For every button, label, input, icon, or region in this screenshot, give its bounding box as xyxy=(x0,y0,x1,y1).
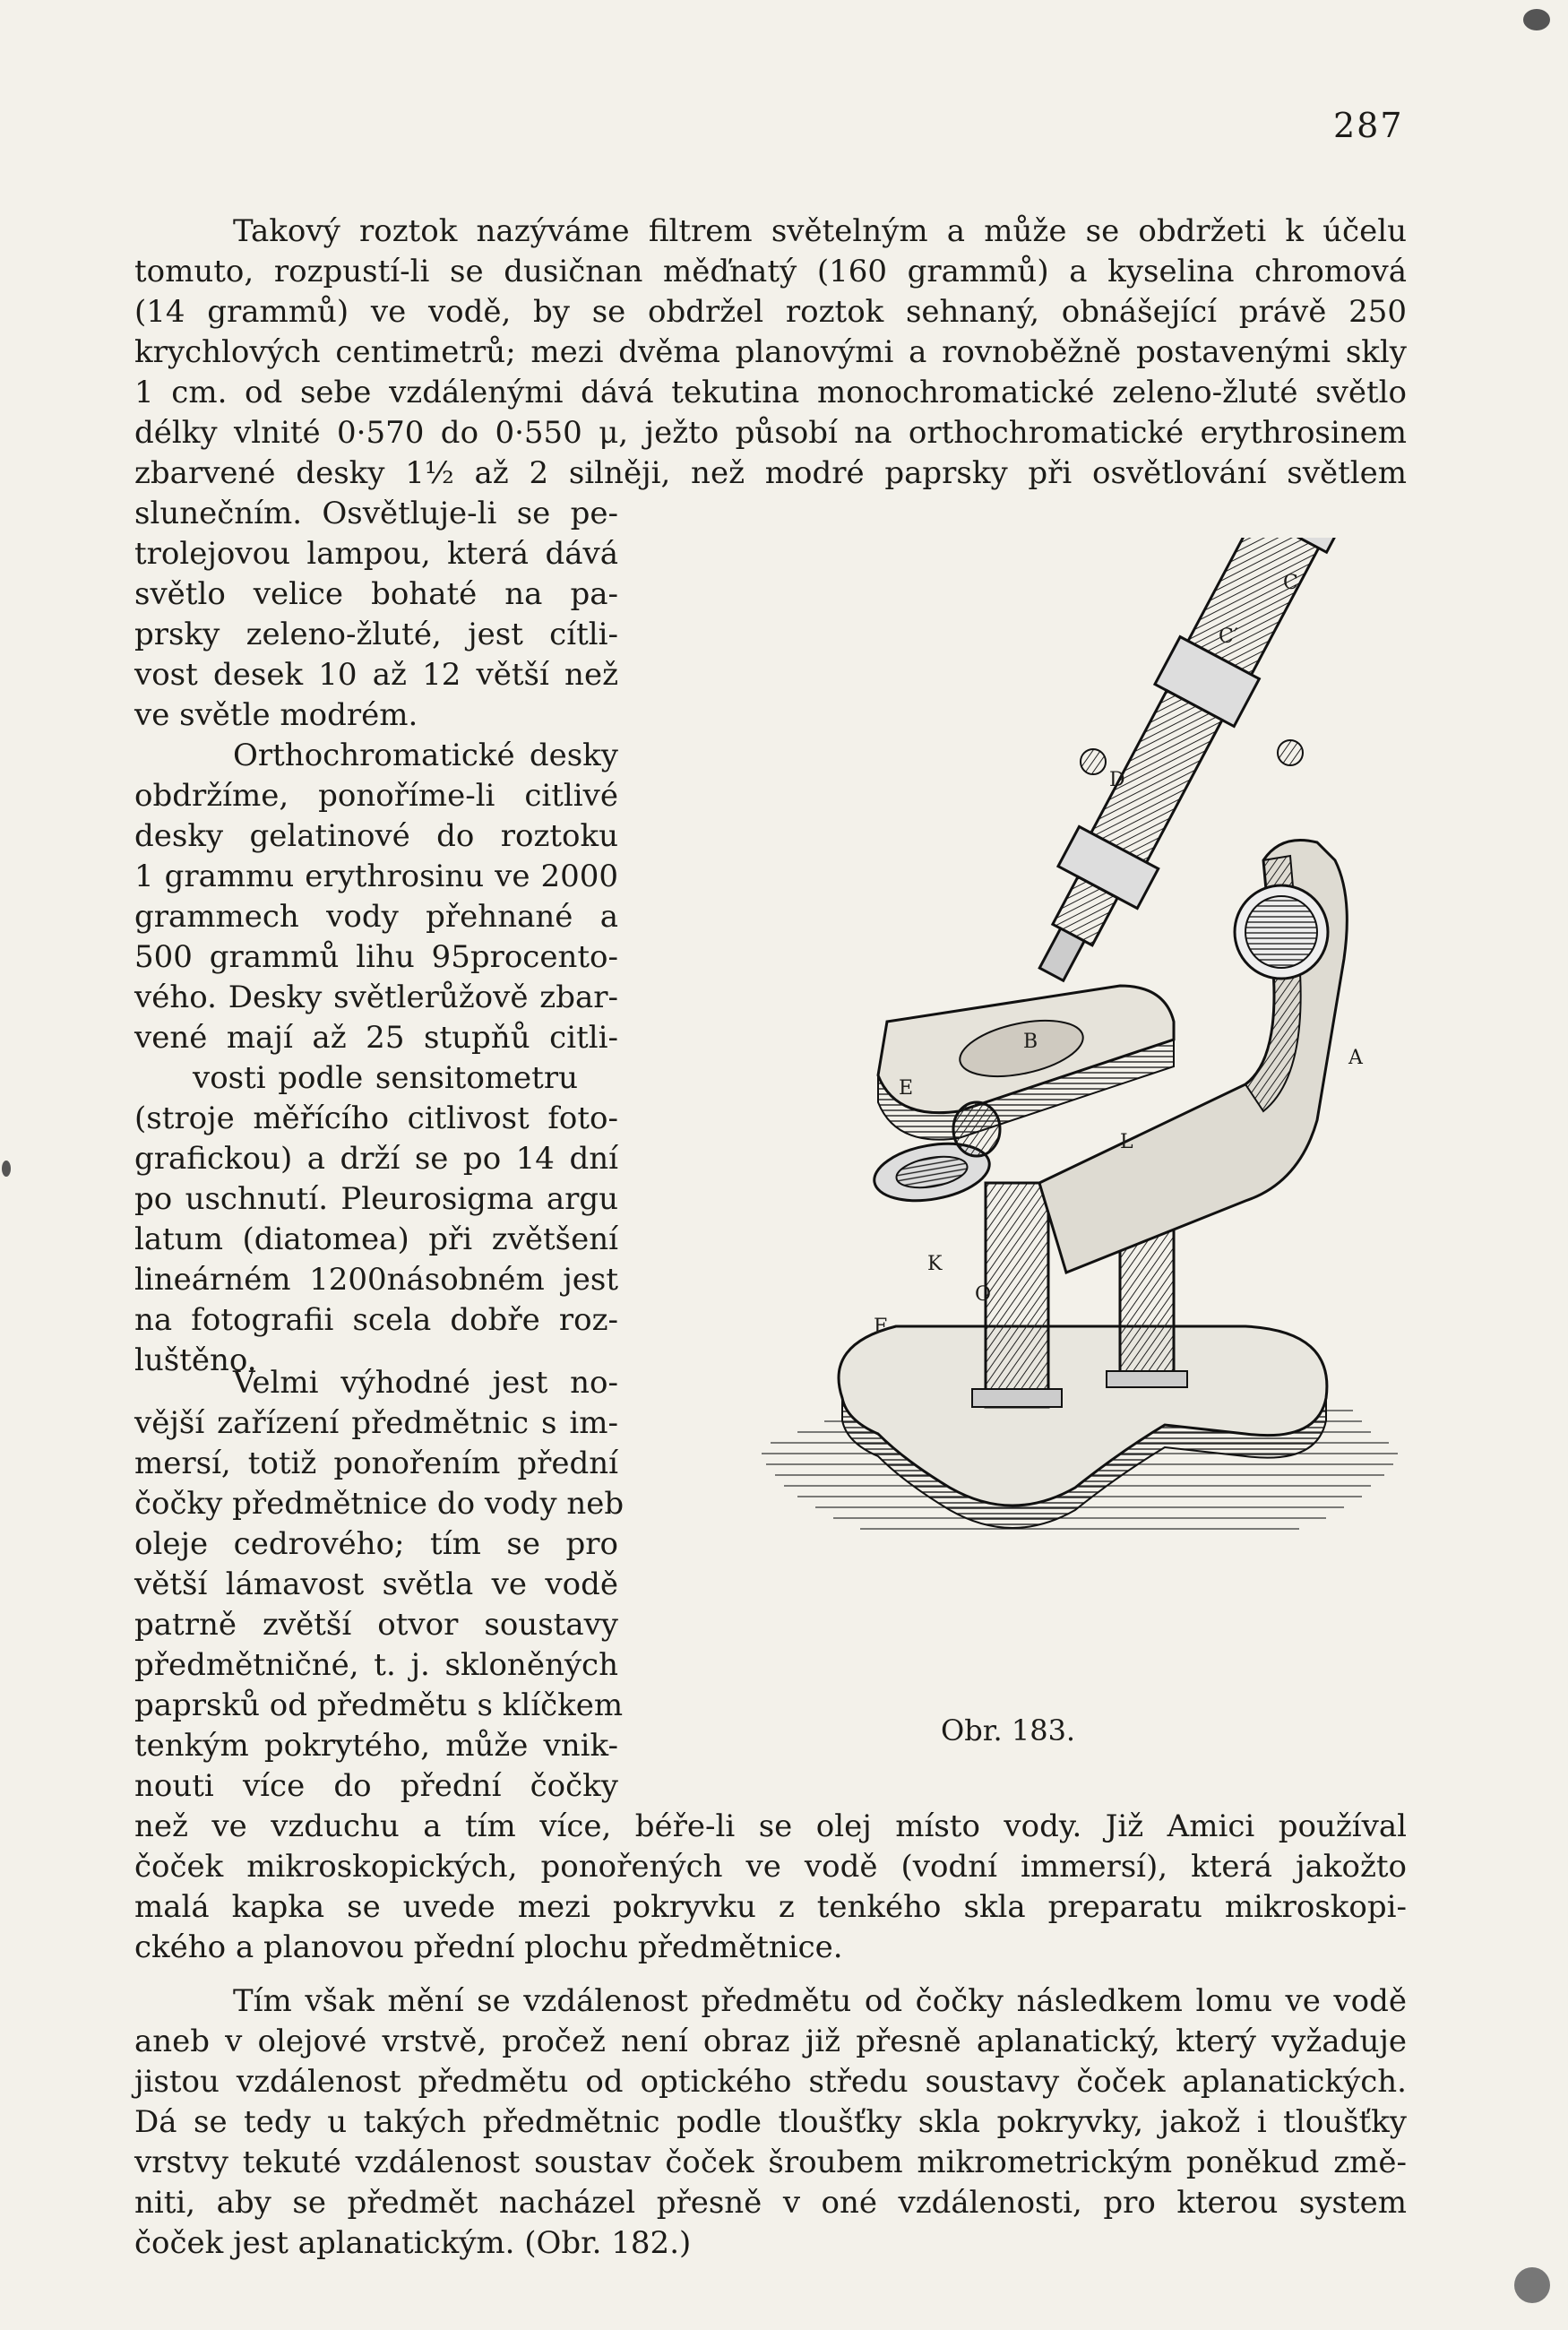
text-line: trolejovou lampou, která dává xyxy=(134,536,618,572)
text-line: vost desek 10 až 12 větší než xyxy=(134,657,618,693)
text-line: větší lámavost světla ve vodě xyxy=(134,1566,618,1602)
text-line: ckého a planovou přední plochu předmětnice. xyxy=(134,1929,843,1965)
text-line: na fotografii scela dobře roz- xyxy=(134,1302,618,1338)
microscope-illustration xyxy=(744,538,1407,1703)
knob xyxy=(953,1102,1000,1156)
text-line: ve světle modrém. xyxy=(134,697,418,733)
text-line: Orthochromatické desky xyxy=(233,738,618,773)
text-line: nouti více do přední čočky xyxy=(134,1768,618,1804)
figure-label: K xyxy=(927,1253,943,1275)
figure-label: C xyxy=(1283,572,1298,594)
figure-label: F xyxy=(874,1316,888,1338)
text-line: vosti podle sensitometru xyxy=(193,1060,578,1096)
text-line: 500 grammů lihu 95procento- xyxy=(134,939,618,975)
figure-label: L xyxy=(1120,1131,1133,1153)
text-line: světlo velice bohaté na pa- xyxy=(134,576,618,612)
text-line: zbarvené desky 1½ až 2 silněji, než modré paprsky při osvětlování světlem xyxy=(134,455,1407,491)
text-line: obdržíme, ponoříme-li citlivé xyxy=(134,778,618,814)
figure-label: E xyxy=(899,1077,914,1100)
page-number: 287 xyxy=(1333,106,1404,145)
text-line: než ve vzduchu a tím více, béře-li se olej místo vody. Již Amici používal xyxy=(134,1808,1407,1844)
text-line: luštěno. xyxy=(134,1342,257,1378)
text-line: (stroje měřícího citlivost foto- xyxy=(134,1100,618,1136)
text-line: 1 grammu erythrosinu ve 2000 xyxy=(134,859,618,894)
text-line: jistou vzdálenost předmětu od optického středu soustavy čoček aplanatických. xyxy=(134,2064,1407,2100)
text-line: vrstvy tekuté vzdálenost soustav čoček šroubem mikrometrickým poněkud změ- xyxy=(134,2144,1407,2180)
text-line: oleje cedrového; tím se pro xyxy=(134,1526,618,1562)
pillar-left xyxy=(986,1183,1048,1407)
text-line: malá kapka se uvede mezi pokryvku z tenkého skla preparatu mikroskopi- xyxy=(134,1889,1407,1925)
text-line: lineárném 1200násobném jest xyxy=(134,1262,618,1298)
figure-label: A xyxy=(1348,1047,1363,1069)
text-line: grammech vody přehnané a xyxy=(134,899,618,935)
text-line: krychlových centimetrů; mezi dvěma planovými a rovnoběžně postavenými skly xyxy=(134,334,1407,370)
text-line: Dá se tedy u takých předmětnic podle tloušťky skla pokryvky, jakož i tloušťky xyxy=(134,2104,1407,2140)
scan-speck xyxy=(2,1161,11,1177)
text-line: vého. Desky světlerůžově zbar- xyxy=(134,979,618,1015)
text-line: prsky zeleno-žluté, jest cítli- xyxy=(134,617,618,652)
text-line: (14 grammů) ve vodě, by se obdržel roztok sehnaný, obnášející právě 250 xyxy=(134,294,1407,330)
text-line: 1 cm. od sebe vzdálenými dává tekutina monochromatické zeleno-žluté světlo xyxy=(134,375,1407,410)
text-line: tomuto, rozpustí-li se dusičnan měďnatý (160 grammů) a kyselina chromová xyxy=(134,254,1407,289)
text-line: Tím však mění se vzdálenost předmětu od čočky následkem lomu ve vodě xyxy=(233,1983,1407,2019)
text-line: Velmi výhodné jest no- xyxy=(233,1365,618,1401)
scan-speck xyxy=(1514,2267,1550,2303)
figure-caption: Obr. 183. xyxy=(941,1713,1076,1748)
text-line: délky vlnité 0·570 do 0·550 μ, ježto působí na orthochromatické erythrosinem xyxy=(134,415,1407,451)
figure-label: O xyxy=(975,1283,992,1306)
figure-label: C′ xyxy=(1219,626,1238,648)
scan-speck xyxy=(1523,9,1550,30)
text-line: slunečním. Osvětluje-li se pe- xyxy=(134,496,618,531)
text-line: desky gelatinové do roztoku xyxy=(134,818,618,854)
text-line: po uschnutí. Pleurosigma argu xyxy=(134,1181,618,1217)
text-line: mersí, totiž ponořením přední xyxy=(134,1445,618,1481)
figure-label: B xyxy=(1023,1031,1038,1053)
text-line: čoček jest aplanatickým. (Obr. 182.) xyxy=(134,2225,692,2261)
text-line: předmětničné, t. j. skloněných xyxy=(134,1647,618,1683)
text-line: aneb v olejové vrstvě, pročež není obraz již přesně aplanatický, který vyžaduje xyxy=(134,2024,1407,2059)
text-line: niti, aby se předmět nacházel přesně v oné vzdálenosti, pro kterou system xyxy=(134,2185,1407,2221)
text-line: vější zařízení předmětnic s im- xyxy=(134,1405,618,1441)
figure-label: D xyxy=(1109,769,1125,791)
text-line: čočky předmětnice do vody neb xyxy=(134,1486,625,1522)
text-line: patrně zvětší otvor soustavy xyxy=(134,1607,618,1643)
text-line: grafickou) a drží se po 14 dní xyxy=(134,1141,618,1177)
text-line: čoček mikroskopických, ponořených ve vodě (vodní immersí), která jakožto xyxy=(134,1849,1407,1885)
text-line: tenkým pokrytého, může vnik- xyxy=(134,1728,618,1764)
text-line: vené mají až 25 stupňů citli- xyxy=(134,1020,618,1056)
text-line: latum (diatomea) při zvětšení xyxy=(134,1221,618,1257)
text-line: paprsků od předmětu s klíčkem xyxy=(134,1687,624,1723)
text-line: Takový roztok nazýváme filtrem světelným a může se obdržeti k účelu xyxy=(233,213,1407,249)
